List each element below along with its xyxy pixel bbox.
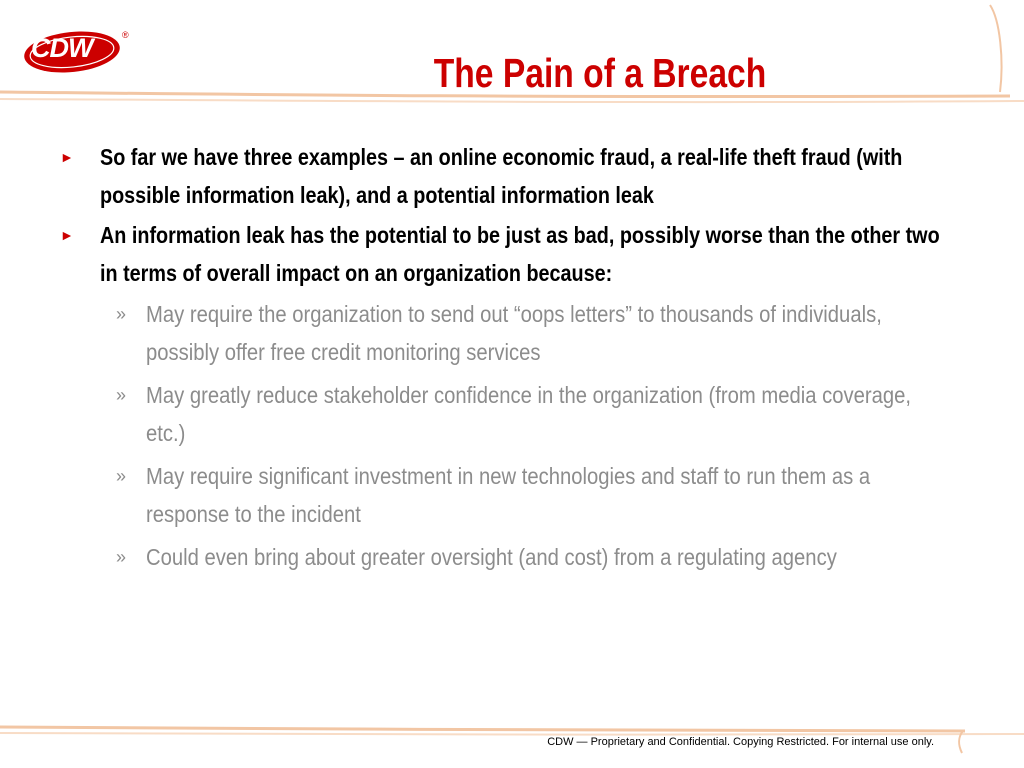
sub-bullet-marker-icon: » (116, 466, 127, 486)
slide-title: The Pain of a Breach (433, 50, 767, 96)
sub-bullet-marker-icon: » (116, 385, 127, 405)
sub-bullet-text: May greatly reduce stakeholder confidence in the organization (from media coverage, etc.) (146, 382, 912, 446)
bullet-item (60, 216, 980, 292)
bullet-arrow-icon: ► (60, 227, 74, 243)
sub-bullet-marker-icon: » (116, 547, 127, 567)
sub-bullet-item (60, 295, 980, 371)
footer-confidential-notice: CDW — Proprietary and Confidential. Copying Restricted. For internal use only. (547, 736, 934, 748)
sub-bullet-text: Could even bring about greater oversight (and cost) from a regulating agency (146, 544, 837, 570)
sub-bullet-item (60, 457, 980, 533)
sub-bullet-text: May require significant investment in new technologies and staff to run them as a response to the incident (146, 463, 871, 527)
bullet-text: An information leak has the potential to be just as bad, possibly worse than the other two in terms of overall impact on an organization because: (100, 222, 940, 286)
sub-bullet-item (60, 538, 980, 576)
bullet-text: So far we have three examples – an online economic fraud, a real-life theft fraud (with possible information leak), and a potential information leak (100, 144, 903, 208)
logo-text: CDW (31, 33, 93, 63)
sub-bullet-marker-icon: » (116, 304, 127, 324)
sub-bullet-text: May require the organization to send out “oops letters” to thousands of individuals, possibly offer free credit monitoring services (146, 301, 882, 365)
slide-body (60, 138, 980, 581)
bullet-item (60, 138, 980, 214)
bullet-arrow-icon: ► (60, 149, 74, 165)
sub-bullet-item (60, 376, 980, 452)
registered-mark: ® (122, 30, 129, 40)
